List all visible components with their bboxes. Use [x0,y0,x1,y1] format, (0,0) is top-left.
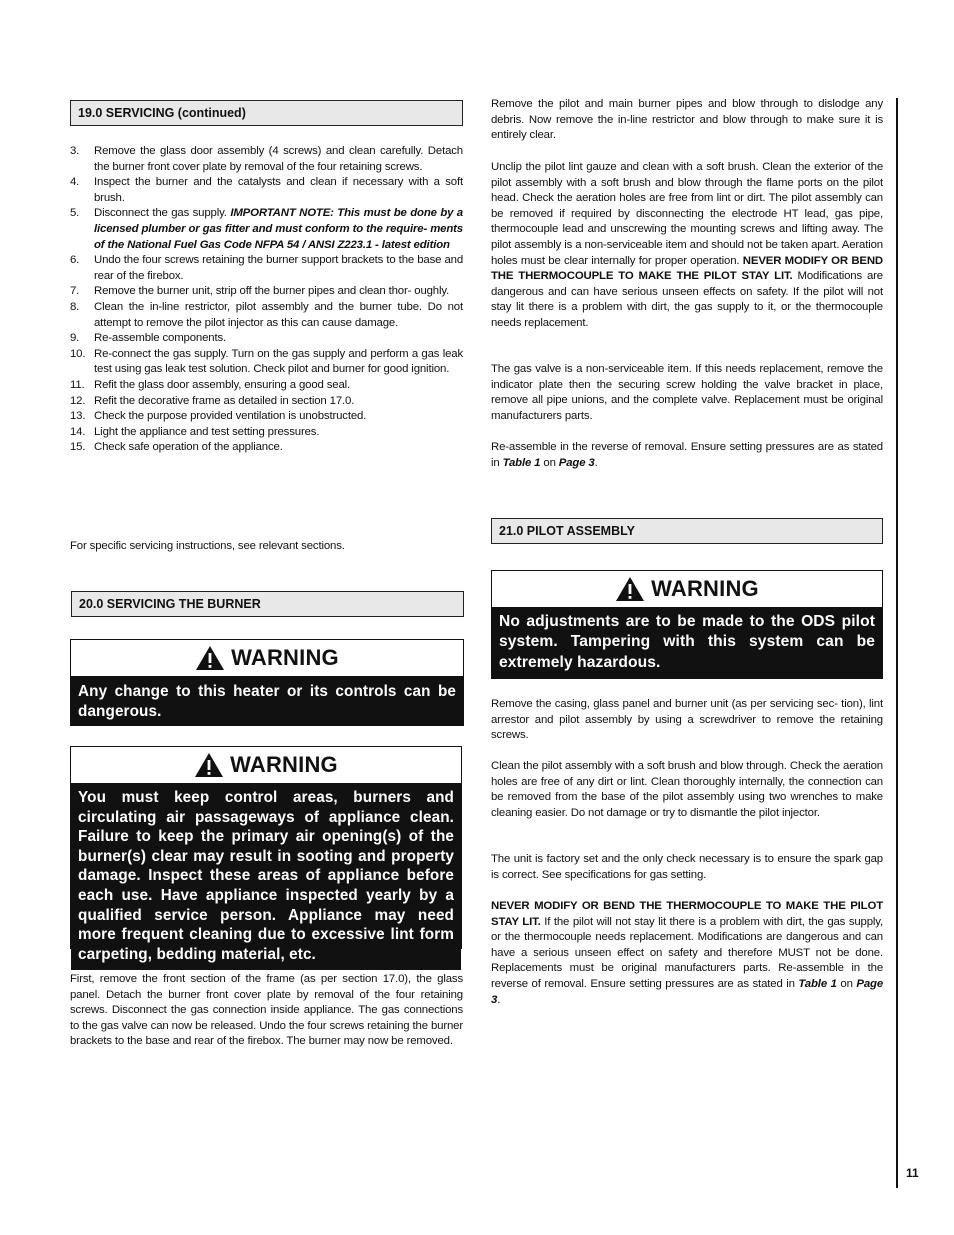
step-text-main: Inspect the burner and the catalysts and clean if necessary with a soft brush. [94,176,463,204]
step-text-main: Clean the in-line restrictor, pilot assembly and the burner tube. Do not attempt to remove the pilot injector as this can cause damage. [94,300,463,329]
on-word: on [540,456,559,469]
step-text [94,409,463,425]
step-text [94,144,463,175]
warning-box-ods-pilot [491,570,883,679]
period: . [594,456,598,469]
important-note: IMPORTANT NOTE: This must be done by a licensed plumber or gas fitter and must conform to the require- ments of the National Fuel Gas Code NFPA 54 / ANSI Z223.1 - latest edition [94,207,463,251]
step-text [94,284,463,300]
step-text [94,378,463,394]
step-text-main: Remove the glass door assembly (4 screws) and clean carefully. Detach the burner front cover plate by removal of the four retaining screws. [94,145,463,173]
step-number: 7. [70,285,80,298]
pipes-cleaning-paragraph: Remove the pilot and main burner pipes and blow through to dislodge any debris. Now remove the in-line restrictor and blow through to make sure it is entirely clear. [491,98,883,142]
step-text-main: Re-connect the gas supply. Turn on the gas supply and perform a gas leak test using gas leak test solution. Check pilot and burner for good ignition. [94,347,463,376]
step-text [94,347,463,378]
step-number: 14. [70,425,86,438]
step-number: 6. [70,254,80,267]
step-text [94,206,463,253]
list-item [70,206,463,253]
step-text-main: Light the appliance and test setting pressures. [94,425,320,438]
warning-box-heater-change [70,639,464,726]
step-number: 15. [70,441,86,454]
thermocouple-paragraph [491,899,883,1008]
warning-title [71,747,461,783]
list-item [70,300,463,331]
step-text-main: Remove the burner unit, strip off the burner pipes and clean thor- oughly. [94,285,450,298]
step-number: 8. [70,300,80,313]
on-word: on [836,977,857,990]
warning-title-text: WARNING [651,576,759,601]
page-number: 11 [906,1166,919,1180]
table-reference: Table 1 [798,977,837,990]
reassemble-paragraph [491,440,883,471]
warning-triangle-icon [615,576,645,602]
warning-triangle-icon [195,645,225,671]
step-text-main: Check the purpose provided ventilation is unobstructed. [94,410,367,423]
page-reference: Page 3 [491,977,884,1006]
pilot-clean-paragraph: Clean the pilot assembly with a soft brush and blow through. Check the aeration holes are free of any dirt or lint. Clean thoroughly internally, the connection can be removed from the base of the pilot assembly using two wrenches to make cleaning easier. Do not damage or try to dismantle the pilot injector. [491,760,883,819]
spark-gap-paragraph: The unit is factory set and the only check necessary is to ensure the spark gap is correct. See specifications for gas setting. [491,853,883,881]
section-21-heading: 21.0 PILOT ASSEMBLY [491,518,883,544]
step-text [94,253,463,284]
list-item [70,409,463,425]
list-item [70,331,463,347]
servicing-steps-list [70,144,463,456]
thermocouple-warning-bold: NEVER MODIFY OR BEND THE THERMOCOUPLE TO MAKE THE PILOT STAY LIT. [491,900,883,928]
list-item [70,425,463,441]
burner-removal-paragraph: First, remove the front section of the frame (as per section 17.0), the glass panel. Detach the burner front cover plate by removal of the four retaining screws. Disconnect the gas connection inside appliance. The gas connections to the gas valve can now be released. Undo the four screws retaining the burner brackets to the base and rear of the firebox. The burner may now be removed. [70,973,463,1048]
period: . [497,993,501,1006]
section-20-heading: 20.0 SERVICING THE BURNER [71,591,464,617]
step-number: 10. [70,347,86,360]
warning-title [492,571,882,607]
pilot-cleaning-text-cont: Modifications are dangerous and can have serious unseen effects on safety. If the pilot will not stay lit there is a problem with dirt, the gas supply to it, or the thermocouple needs replacement. [491,270,883,329]
pilot-cleaning-text: Unclip the pilot lint gauze and clean with a soft brush. Clean the exterior of the pilot assembly with a soft brush and blow through the flame ports on the pilot head. Check the aeration holes are free from lint or dirt. The pilot assembly can be removed if required by disconnecting the electrode HT lead, gas pipe, thermocouple lead and unscrewing the mounting screws and lifting away. The pilot assembly is a non-serviceable item and should not be taken apart. Aeration holes must be clear internally for proper operation. [491,161,883,267]
list-item [70,253,463,284]
pilot-removal-paragraph: Remove the casing, glass panel and burner unit (as per servicing sec- tion), lint arrestor and pilot assembly by using a screwdriver to remove the retaining screws. [491,698,883,742]
step-text-main: Refit the glass door assembly, ensuring a good seal. [94,378,351,391]
list-item [70,175,463,206]
page-reference: Page 3 [558,456,595,469]
step-number: 3. [70,145,80,157]
step-number: 9. [70,332,80,345]
warning-box-keep-clean [70,746,462,963]
list-item [70,144,463,175]
section-19-heading: 19.0 SERVICING (continued) [70,100,463,126]
step-number: 13. [70,410,86,423]
step-text-main: Check safe operation of the appliance. [94,441,283,454]
list-item [70,284,463,300]
warning-body-text: No adjustments are to be made to the ODS pilot system. Tampering with this system can be extremely hazardous. [492,607,882,679]
list-item [70,378,463,394]
step-text [94,175,463,206]
step-text [94,300,463,331]
warning-title-text: WARNING [231,645,339,670]
step-number: 12. [70,394,86,407]
warning-title-text: WARNING [230,752,338,777]
list-item [70,394,463,410]
gas-valve-paragraph: The gas valve is a non-serviceable item. If this needs replacement, remove the indicator plate then the securing screw holding the valve bracket in place, remove all pipe unions, and the complete valve. Replacement must be original manufacturers parts. [491,363,883,422]
servicing-footer-note: For specific servicing instructions, see relevant sections. [70,540,345,552]
step-text [94,425,463,441]
step-number: 5. [70,207,80,220]
step-text-main: Re-assemble components. [94,332,227,345]
warning-triangle-icon [194,752,224,778]
thermocouple-warning-inline: NEVER MODIFY OR BEND THE THERMOCOUPLE TO MAKE THE PILOT STAY LIT. [491,254,883,283]
step-text [94,331,463,347]
step-text-main: Disconnect the gas supply. [94,207,231,220]
thermocouple-text: If the pilot will not stay lit there is a problem with dirt, the gas supply, or the thermocouple needs replacement. Modifications are dangerous and can have a serious unseen effect on safety and therefore MUST not be done. Replacements must be original manufacturers parts. Re-assemble in the reverse of removal. Ensure setting pressures are as stated in [491,915,884,990]
step-text-main: Undo the four screws retaining the burner support brackets to the base and rear of the firebox. [94,254,463,282]
step-number: 4. [70,176,80,189]
step-text-main: Refit the decorative frame as detailed in section 17.0. [94,394,355,407]
step-text [94,440,463,456]
warning-title [71,640,463,676]
column-rule [896,98,898,1188]
list-item [70,347,463,378]
pilot-cleaning-paragraph [491,160,883,332]
list-item [70,440,463,456]
reassemble-text: Re-assemble in the reverse of removal. Ensure setting pressures are as stated in [491,441,883,469]
warning-body-text: Any change to this heater or its controls can be dangerous. [71,676,463,725]
step-text [94,394,463,410]
warning-body-text: You must keep control areas, burners and circulating air passageways of appliance clean. Failure to keep the primary air opening(s) of the burner(s) clear may result in sooting and property damage. Inspect these areas of appliance before each use. Have appliance inspected yearly by a qualified service person. Appliance may need more frequent cleaning due to excessive lint form carpeting, bedding material, etc. [71,783,461,970]
step-number: 11. [70,378,85,391]
table-reference: Table 1 [502,456,541,469]
